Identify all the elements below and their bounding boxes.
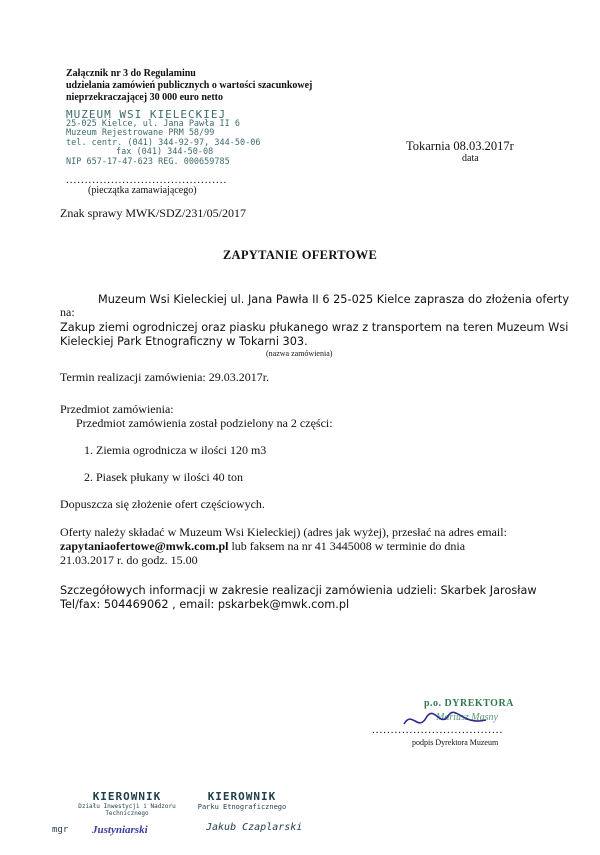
stamp-signature-name: Jakub Czaplarski [206, 822, 303, 833]
offers-line-3: 21.03.2017 r. do godz. 15.00 [60, 553, 198, 567]
stamp-dept: Działu Inwestycji i Nadzoru Technicznego [78, 803, 176, 817]
stamp-registry: Muzeum Rejestrowane PRM 58/99 [66, 128, 215, 139]
stamp-address: 25-025 Kielce, ul. Jana Pawła II 6 [66, 118, 240, 129]
stamp-prefix: mgr [52, 825, 69, 835]
date-caption: data [462, 153, 479, 164]
stamp-signature-name: Justyniarski [92, 824, 148, 836]
document-header [66, 68, 312, 104]
header-line-2: udzielania zamówień publicznych o wartości szacunkowej [66, 80, 313, 91]
stamp-tel: tel. centr. (041) 344-92-97, 344-50-06 [66, 137, 261, 148]
stamp-title: KIEROWNIK [207, 790, 277, 803]
deadline: Termin realizacji zamówienia: 29.03.2017r. [60, 370, 270, 384]
part-item: 1. Ziemia ogrodnicza w ilości 120 m3 [84, 443, 267, 457]
signature-caption: podpis Dyrektora Muzeum [412, 738, 499, 747]
manager-stamp-investment [62, 790, 192, 817]
stamp-name: MUZEUM WSI KIELECKIEJ [66, 108, 227, 121]
header-line-3: nieprzekraczającej 30 000 euro netto [66, 92, 223, 103]
info-line-2: Tel/fax: 504469062 , email: pskarbek@mwk.com.pl [60, 598, 350, 611]
place-date: Tokarnia 08.03.2017r [406, 139, 514, 153]
order-line-2: Kieleckiej Park Etnograficzny w Tokarni 303. [60, 335, 308, 348]
offers-fax-text: lub faksem na nr 41 3445008 w terminie do dnia [228, 539, 466, 553]
offers-email[interactable]: zapytaniaofertowe@mwk.com.pl [60, 539, 229, 553]
stamp-dept: Parku Etnograficznego [197, 803, 287, 811]
order-line-1: Zakup ziemi ogrodniczej oraz piasku płukanego wraz z transportem na teren Muzeum Wsi [60, 321, 569, 334]
offers-line-1: Oferty należy składać w Muzeum Wsi Kieleckiej) (adres jak wyżej), przesłać na adres email: [60, 525, 507, 539]
stamp-caption: (pieczątka zamawiającego) [88, 185, 197, 196]
director-stamp: p.o. DYREKTORA [424, 698, 514, 709]
stamp-dotted-line: ........................................... [66, 174, 228, 186]
case-reference: Znak sprawy MWK/SDZ/231/05/2017 [60, 206, 246, 220]
signature-dotted-line: ................................... [372, 724, 504, 736]
partial-offers: Dopuszcza się złożenie ofert częściowych. [60, 497, 265, 511]
info-line-1: Szczegółowych informacji w zakresie realizacji zamówienia udzieli: Skarbek Jarosław [60, 584, 537, 597]
intro-line-2: na: [60, 305, 75, 319]
part-item: 2. Piasek płukany w ilości 40 ton [84, 470, 243, 484]
header-line-1: Załącznik nr 3 do Regulaminu [66, 68, 196, 79]
stamp-fax: fax (041) 344-50-08 [116, 147, 214, 158]
offers-line-2 [60, 539, 465, 554]
intro-line-1: Muzeum Wsi Kieleckiej ul. Jana Pawła II 6 25-025 Kielce zaprasza do złożenia oferty [98, 293, 570, 306]
stamp-ids: NIP 657-17-47-623 REG. 000659785 [66, 156, 230, 167]
organization-stamp [66, 110, 260, 168]
director-handwritten: Mariusz Masny [436, 712, 498, 723]
subject-label: Przedmiot zamówienia: [60, 402, 174, 416]
subject-split: Przedmiot zamówienia został podzielony na 2 części: [76, 416, 333, 430]
manager-stamp-park [192, 790, 292, 811]
document-title: ZAPYTANIE OFERTOWE [222, 248, 378, 262]
order-caption: (nazwa zamówienia) [266, 349, 333, 358]
stamp-title: KIEROWNIK [92, 790, 162, 803]
